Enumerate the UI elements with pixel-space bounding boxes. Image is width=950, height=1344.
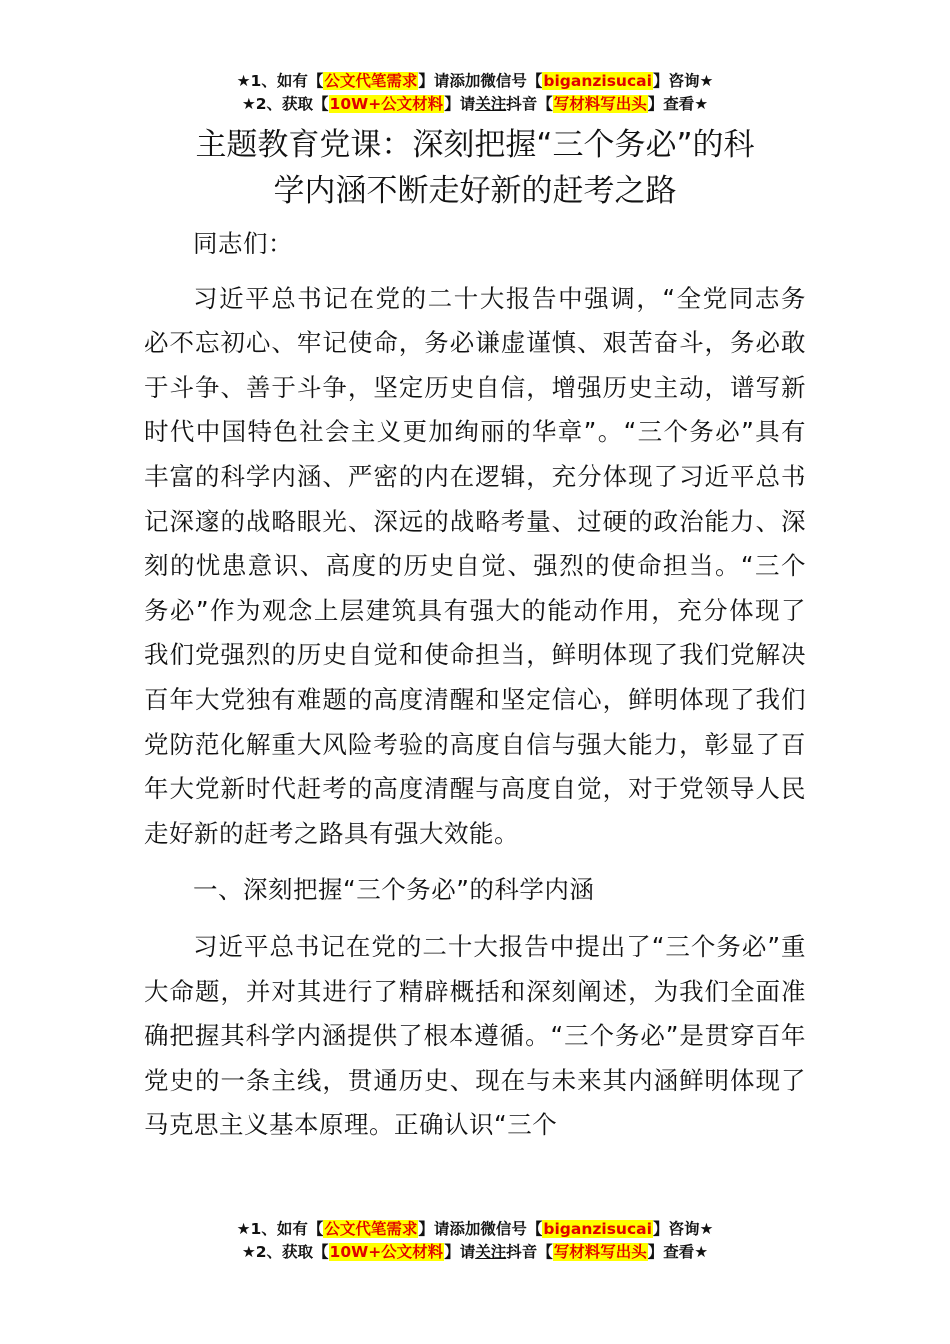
paragraph-1: 习近平总书记在党的二十大报告中强调，“全党同志务必不忘初心、牢记使命，务必谦虚谨慎、艰苦奋斗，务必敢于斗争、善于斗争，坚定历史自信，增强历史主动，谱写新时代中国特色社会主义更加绚丽的华章”。“三个务必”具有丰富的科学内涵、严密的内在逻辑，充分体现了习近平总书记深邃的战略眼光、深远的战略考量、过硬的政治能力、深刻的忧患意识、高度的历史自觉、强烈的使命担当。“三个务必”作为观念上层建筑具有强大的能动作用，充分体现了我们党强烈的历史自觉和使命担当，鲜明体现了我们党解决百年大党独有难题的高度清醒和坚定信心，鲜明体现了我们党防范化解重大风险考验的高度自信与强大能力，彰显了百年大党新时代赶考的高度清醒与高度自觉，对于党领导人民走好新的赶考之路具有强大效能。 bbox=[144, 283, 806, 848]
banner-highlight: 写材料写出头 bbox=[553, 1243, 647, 1261]
banner-highlight: biganzisucai bbox=[543, 1220, 652, 1238]
banner-highlight: 公文代笔需求 bbox=[324, 72, 418, 90]
section-heading-1: 一、深刻把握“三个务必”的科学内涵 bbox=[193, 875, 595, 905]
banner-highlight: 10W+公文材料 bbox=[329, 95, 444, 113]
document-title bbox=[120, 122, 830, 214]
banner-line-1: ★1、如有【公文代笔需求】请添加微信号【biganzisucai】咨询★ bbox=[236, 1220, 714, 1238]
banner-line-1: ★1、如有【公文代笔需求】请添加微信号【biganzisucai】咨询★ bbox=[236, 72, 714, 90]
paragraph-2: 习近平总书记在党的二十大报告中提出了“三个务必”重大命题，并对其进行了精辟概括和深刻阐述，为我们全面准确把握其科学内涵提供了根本遵循。“三个务必”是贯穿百年党史的一条主线，贯通历史、现在与未来其内涵鲜明体现了马克思主义基本原理。正确认识“三个 bbox=[144, 931, 806, 1140]
banner-highlight: 写材料写出头 bbox=[553, 95, 647, 113]
banner-line-2: ★2、获取【10W+公文材料】请关注抖音【写材料写出头】查看★ bbox=[241, 95, 709, 113]
banner-highlight: 10W+公文材料 bbox=[329, 1243, 444, 1261]
title-line-2: 学内涵不断走好新的赶考之路 bbox=[273, 173, 677, 209]
footer-banner bbox=[0, 1218, 950, 1264]
banner-line-2: ★2、获取【10W+公文材料】请关注抖音【写材料写出头】查看★ bbox=[241, 1243, 709, 1261]
banner-highlight: biganzisucai bbox=[543, 72, 652, 90]
salutation: 同志们： bbox=[193, 229, 293, 258]
title-line-1: 主题教育党课：深刻把握“三个务必”的科 bbox=[195, 127, 755, 163]
banner-highlight: 公文代笔需求 bbox=[324, 1220, 418, 1238]
header-banner bbox=[0, 70, 950, 116]
document-body bbox=[144, 222, 806, 1160]
